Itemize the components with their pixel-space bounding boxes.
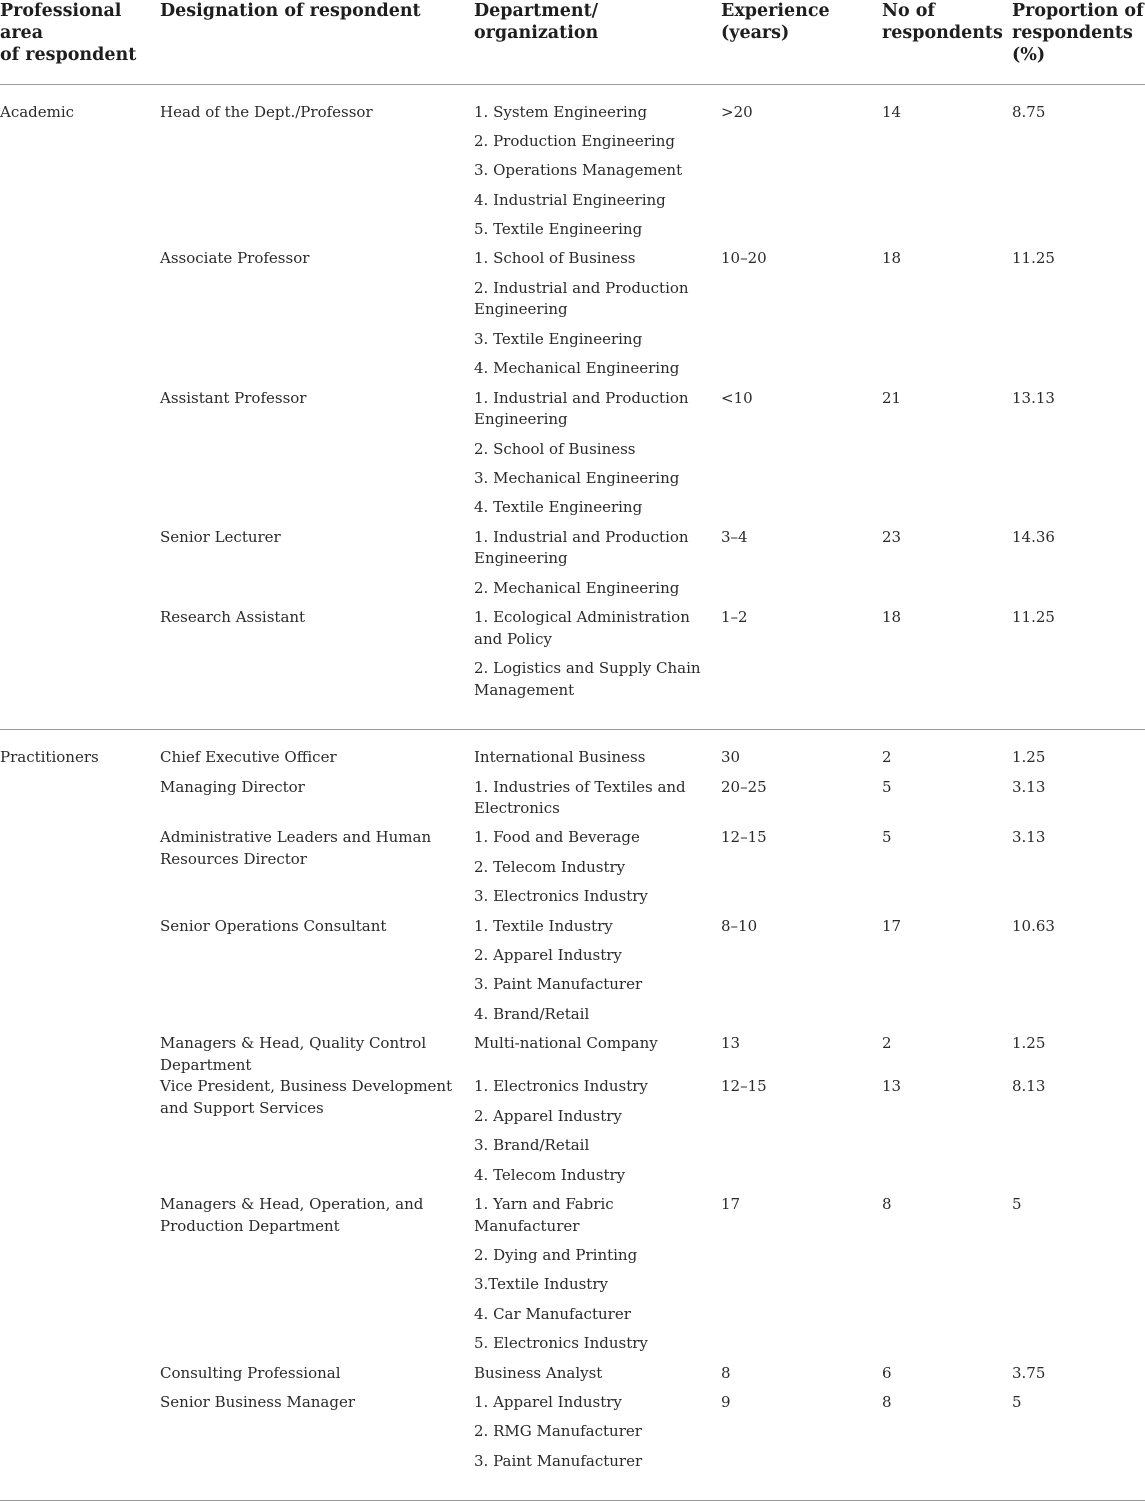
proportion-cell: 8.75 xyxy=(1012,102,1046,121)
designation-cell: Managing Director xyxy=(160,777,305,796)
professional-area-cell xyxy=(0,827,160,915)
department-cell xyxy=(474,827,721,915)
table-row xyxy=(0,827,1145,915)
professional-area-cell xyxy=(0,916,160,1034)
experience-cell: 10–20 xyxy=(721,249,767,268)
department-item: 1. Yarn and Fabric Manufacturer xyxy=(474,1194,614,1235)
respondent-count-cell: 2 xyxy=(882,1034,892,1053)
department-item: 1. Industrial and Production Engineering xyxy=(474,527,689,568)
department-item: 1. Electronics Industry xyxy=(474,1077,648,1096)
respondent-count-cell: 5 xyxy=(882,777,892,796)
experience-cell: 13 xyxy=(721,1034,741,1053)
department-item: 1. Ecological Administration and Policy xyxy=(474,608,690,648)
department-item: 2. School of Business xyxy=(474,439,636,458)
table-row xyxy=(0,916,1145,1034)
respondent-count-cell: 23 xyxy=(882,527,902,546)
experience-cell: >20 xyxy=(721,102,753,121)
department-item: 4. Brand/Retail xyxy=(474,1004,590,1023)
professional-area-cell: Practitioners xyxy=(0,748,99,767)
department-cell xyxy=(474,1033,721,1076)
department-cell xyxy=(474,84,721,248)
table-header xyxy=(0,0,1145,84)
department-cell xyxy=(474,248,721,387)
table-row xyxy=(0,730,1145,777)
department-cell xyxy=(474,777,721,828)
department-item: Business Analyst xyxy=(474,1363,603,1382)
table-row xyxy=(0,527,1145,607)
department-item: 4. Industrial Engineering xyxy=(474,190,666,209)
department-item: 1. System Engineering xyxy=(474,102,648,121)
department-item: 3. Brand/Retail xyxy=(474,1136,590,1155)
professional-area-cell xyxy=(0,248,160,387)
table-row xyxy=(0,388,1145,527)
proportion-cell: 11.25 xyxy=(1012,249,1055,268)
designation-cell: Consulting Professional xyxy=(160,1363,341,1382)
designation-cell: Chief Executive Officer xyxy=(160,748,337,767)
experience-cell: 12–15 xyxy=(721,828,767,847)
proportion-cell: 13.13 xyxy=(1012,388,1055,407)
professional-area-cell xyxy=(0,1392,160,1501)
group-1 xyxy=(0,730,1145,1501)
respondent-count-cell: 8 xyxy=(882,1194,892,1213)
department-item: 1. Textile Industry xyxy=(474,916,613,935)
table-row xyxy=(0,1363,1145,1392)
designation-cell: Managers & Head, Operation, and Production Department xyxy=(160,1194,424,1235)
department-cell xyxy=(474,1392,721,1501)
department-item: 3. Paint Manufacturer xyxy=(474,975,643,994)
header-professional-area: Professional area of respondent xyxy=(0,1,137,65)
department-item: 3. Textile Engineering xyxy=(474,329,643,348)
proportion-cell: 8.13 xyxy=(1012,1077,1046,1096)
professional-area-cell xyxy=(0,607,160,729)
proportion-cell: 3.75 xyxy=(1012,1363,1046,1382)
department-item: 1. Apparel Industry xyxy=(474,1392,622,1411)
proportion-cell: 5 xyxy=(1012,1194,1022,1213)
designation-cell: Associate Professor xyxy=(160,249,310,268)
professional-area-cell xyxy=(0,527,160,607)
department-item: 1. School of Business xyxy=(474,249,636,268)
department-item: 5. Electronics Industry xyxy=(474,1334,648,1353)
professional-area-cell xyxy=(0,1194,160,1363)
department-item: 1. Industrial and Production Engineering xyxy=(474,388,689,429)
professional-area-cell: Academic xyxy=(0,102,75,121)
department-cell xyxy=(474,1363,721,1392)
professional-area-cell xyxy=(0,388,160,527)
table-row xyxy=(0,1194,1145,1363)
designation-cell: Managers & Head, Quality Control Department xyxy=(160,1034,427,1074)
department-item: 3. Mechanical Engineering xyxy=(474,468,680,487)
department-item: 2. RMG Manufacturer xyxy=(474,1422,642,1441)
department-item: 4. Mechanical Engineering xyxy=(474,359,680,378)
designation-cell: Assistant Professor xyxy=(160,388,307,407)
department-item: 2. Logistics and Supply Chain Management xyxy=(474,659,701,699)
designation-cell: Administrative Leaders and Human Resources Director xyxy=(160,828,432,869)
header-respondent-count: No of respondents xyxy=(882,1,1003,43)
department-cell xyxy=(474,1194,721,1363)
respondent-count-cell: 18 xyxy=(882,608,902,627)
professional-area-cell xyxy=(0,777,160,828)
respondent-count-cell: 6 xyxy=(882,1363,892,1382)
respondent-count-cell: 2 xyxy=(882,748,892,767)
experience-cell: <10 xyxy=(721,388,753,407)
department-cell xyxy=(474,388,721,527)
department-item: International Business xyxy=(474,748,646,767)
header-department: Department/ organization xyxy=(474,1,599,43)
header-designation: Designation of respondent xyxy=(160,1,421,21)
department-item: 2. Industrial and Production Engineering xyxy=(474,278,689,319)
respondent-count-cell: 17 xyxy=(882,916,902,935)
department-cell xyxy=(474,916,721,1034)
designation-cell: Vice President, Business Development and Support Services xyxy=(160,1077,453,1117)
designation-cell: Senior Operations Consultant xyxy=(160,916,387,935)
department-item: 2. Dying and Printing xyxy=(474,1245,638,1264)
experience-cell: 1–2 xyxy=(721,608,748,627)
table-row xyxy=(0,1033,1145,1076)
designation-cell: Senior Business Manager xyxy=(160,1392,356,1411)
respondent-count-cell: 13 xyxy=(882,1077,902,1096)
proportion-cell: 3.13 xyxy=(1012,828,1046,847)
department-item: Multi-national Company xyxy=(474,1034,658,1053)
professional-area-cell xyxy=(0,1033,160,1076)
table-row xyxy=(0,84,1145,248)
header-experience: Experience (years) xyxy=(721,1,830,43)
department-item: 2. Apparel Industry xyxy=(474,1106,622,1125)
proportion-cell: 3.13 xyxy=(1012,777,1046,796)
proportion-cell: 14.36 xyxy=(1012,527,1055,546)
department-item: 2. Mechanical Engineering xyxy=(474,578,680,597)
department-item: 3.Textile Industry xyxy=(474,1275,608,1294)
designation-cell: Research Assistant xyxy=(160,608,306,627)
experience-cell: 9 xyxy=(721,1392,731,1411)
proportion-cell: 1.25 xyxy=(1012,1034,1046,1053)
designation-cell: Head of the Dept./Professor xyxy=(160,102,373,121)
department-item: 3. Electronics Industry xyxy=(474,887,648,906)
department-cell xyxy=(474,527,721,607)
department-item: 1. Food and Beverage xyxy=(474,828,640,847)
respondent-count-cell: 14 xyxy=(882,102,902,121)
header-proportion: Proportion of respondents (%) xyxy=(1012,1,1144,65)
proportion-cell: 10.63 xyxy=(1012,916,1055,935)
department-cell xyxy=(474,730,721,777)
respondent-count-cell: 21 xyxy=(882,388,902,407)
table-row xyxy=(0,1076,1145,1194)
department-item: 2. Apparel Industry xyxy=(474,946,622,965)
department-item: 4. Car Manufacturer xyxy=(474,1304,631,1323)
respondent-count-cell: 18 xyxy=(882,249,902,268)
experience-cell: 8 xyxy=(721,1363,731,1382)
department-item: 3. Paint Manufacturer xyxy=(474,1451,643,1470)
department-item: 2. Telecom Industry xyxy=(474,857,626,876)
department-item: 2. Production Engineering xyxy=(474,131,675,150)
department-item: 5. Textile Engineering xyxy=(474,220,643,239)
designation-cell: Senior Lecturer xyxy=(160,527,281,546)
experience-cell: 20–25 xyxy=(721,777,767,796)
department-item: 1. Industries of Textiles and Electronics xyxy=(474,777,686,818)
group-0 xyxy=(0,84,1145,730)
department-cell xyxy=(474,1076,721,1194)
table-row xyxy=(0,777,1145,828)
department-cell xyxy=(474,607,721,729)
respondent-count-cell: 5 xyxy=(882,828,892,847)
department-item: 4. Telecom Industry xyxy=(474,1165,626,1184)
table-row xyxy=(0,607,1145,729)
experience-cell: 8–10 xyxy=(721,916,758,935)
experience-cell: 12–15 xyxy=(721,1077,767,1096)
department-item: 3. Operations Management xyxy=(474,161,683,180)
respondent-count-cell: 8 xyxy=(882,1392,892,1411)
experience-cell: 3–4 xyxy=(721,527,748,546)
table-row xyxy=(0,1392,1145,1501)
professional-area-cell xyxy=(0,1076,160,1194)
department-item: 4. Textile Engineering xyxy=(474,498,643,517)
proportion-cell: 1.25 xyxy=(1012,748,1046,767)
table-row xyxy=(0,248,1145,387)
proportion-cell: 5 xyxy=(1012,1392,1022,1411)
professional-area-cell xyxy=(0,1363,160,1392)
experience-cell: 17 xyxy=(721,1194,741,1213)
proportion-cell: 11.25 xyxy=(1012,608,1055,627)
experience-cell: 30 xyxy=(721,748,741,767)
